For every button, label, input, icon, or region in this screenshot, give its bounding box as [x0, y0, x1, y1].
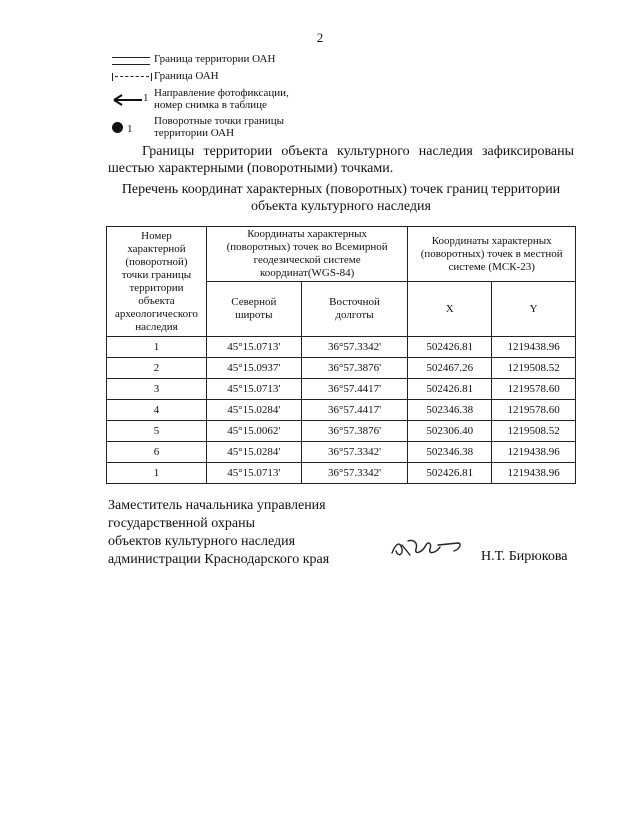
cell-x: 502467.26 — [408, 358, 492, 379]
table-row — [107, 358, 576, 379]
cell-lat: 45°15.0713' — [206, 337, 301, 358]
cell-y: 1219578.60 — [492, 379, 576, 400]
page-number: 2 — [316, 30, 324, 45]
coordinates-table — [106, 226, 576, 484]
cell-point: 1 — [107, 337, 207, 358]
legend-number: 1 — [127, 123, 133, 135]
cell-y: 1219508.52 — [492, 358, 576, 379]
signatory-name: Н.Т. Бирюкова — [481, 549, 568, 564]
header-point-number: Номер характерной (поворотной) точки границы территории объекта археологического наследия — [107, 227, 207, 337]
cell-lat: 45°15.0713' — [206, 379, 301, 400]
cell-lat: 45°15.0062' — [206, 421, 301, 442]
cell-lat: 45°15.0284' — [206, 442, 301, 463]
list-title: Перечень координат характерных (поворотных) точек границ территории объекта культурного наследия — [121, 182, 561, 214]
cell-lat: 45°15.0937' — [206, 358, 301, 379]
table-row — [107, 463, 576, 484]
header-latitude: Северной широты — [206, 282, 301, 337]
header-y: Y — [492, 282, 576, 337]
dot-icon — [112, 122, 123, 133]
signatory-position-line: Заместитель начальника управления — [108, 498, 326, 513]
cell-x: 502426.81 — [408, 463, 492, 484]
legend-label: Граница ОАН — [154, 70, 219, 82]
header-longitude: Восточной долготы — [301, 282, 408, 337]
cell-point: 1 — [107, 463, 207, 484]
cell-point: 2 — [107, 358, 207, 379]
cell-lon: 36°57.3342' — [301, 337, 408, 358]
cell-x: 502306.40 — [408, 421, 492, 442]
signatory-position-line: администрации Краснодарского края — [108, 552, 330, 567]
paragraph: Границы территории объекта культурного наследия зафиксированы шестью характерными (поворотными) точками. — [108, 144, 574, 176]
cell-y: 1219578.60 — [492, 400, 576, 421]
cell-y: 1219438.96 — [492, 337, 576, 358]
cell-x: 502426.81 — [408, 379, 492, 400]
cell-lon: 36°57.4417' — [301, 379, 408, 400]
dashed-line-icon — [112, 73, 152, 81]
legend-number: 1 — [143, 92, 149, 104]
arrow-icon — [112, 94, 146, 106]
header-msk23: Координаты характерных (поворотных) точек в местной системе (МСК-23) — [408, 227, 576, 282]
table-header-row — [107, 227, 576, 282]
cell-x: 502346.38 — [408, 400, 492, 421]
cell-lon: 36°57.4417' — [301, 400, 408, 421]
cell-x: 502346.38 — [408, 442, 492, 463]
header-wgs84: Координаты характерных (поворотных) точек во Всемирной геодезической системе координат(WGS-84) — [206, 227, 407, 282]
legend-label: Поворотные точки границы территории ОАН — [154, 115, 284, 139]
cell-lon: 36°57.3342' — [301, 463, 408, 484]
cell-lon: 36°57.3876' — [301, 421, 408, 442]
cell-point: 4 — [107, 400, 207, 421]
cell-lon: 36°57.3342' — [301, 442, 408, 463]
signatory-position-line: объектов культурного наследия — [108, 534, 296, 549]
cell-y: 1219438.96 — [492, 442, 576, 463]
legend-label: Направление фотофиксации, номер снимка в таблице — [154, 87, 289, 111]
cell-lat: 45°15.0284' — [206, 400, 301, 421]
signatory-position-line: государственной охраны — [108, 516, 256, 531]
cell-lat: 45°15.0713' — [206, 463, 301, 484]
table-row — [107, 421, 576, 442]
cell-point: 6 — [107, 442, 207, 463]
table-row — [107, 379, 576, 400]
double-line-icon — [112, 57, 150, 65]
handwritten-signature — [388, 535, 466, 559]
cell-point: 3 — [107, 379, 207, 400]
signature-block — [108, 497, 329, 569]
cell-x: 502426.81 — [408, 337, 492, 358]
cell-point: 5 — [107, 421, 207, 442]
table-row — [107, 442, 576, 463]
legend-label: Граница территории ОАН — [154, 53, 276, 65]
cell-y: 1219508.52 — [492, 421, 576, 442]
table-row — [107, 400, 576, 421]
header-x: X — [408, 282, 492, 337]
cell-y: 1219438.96 — [492, 463, 576, 484]
table-row — [107, 337, 576, 358]
cell-lon: 36°57.3876' — [301, 358, 408, 379]
